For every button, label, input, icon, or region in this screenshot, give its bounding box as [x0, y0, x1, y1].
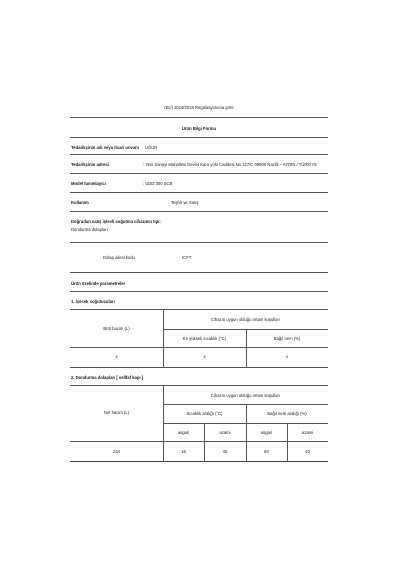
section2-min2: asgari [260, 430, 273, 435]
section2-cell: 80 [264, 449, 269, 454]
direct-sales-value: Dondurma dolapları [71, 227, 108, 232]
cabinet-code-value: ICFT [182, 255, 192, 260]
section1-cell: x [115, 354, 118, 359]
section2-humidity-range: Bağıl nem aralığı (%) [267, 411, 307, 416]
section2-min1: asgari [177, 430, 190, 435]
section2-max1: azami [219, 430, 231, 435]
divider [70, 173, 328, 174]
cabinet-code-label: Dolap ailesi kodu [103, 255, 135, 260]
section2-temp-range: Sıcaklık aralığı (°C) [186, 411, 223, 416]
section1-gross-volume: Brüt hacim (L) [103, 326, 130, 331]
section2-cell: 40 [305, 449, 310, 454]
divider [70, 154, 328, 155]
section2-ambient-header: Cihazın uygun olduğu ortam koşulları [210, 393, 281, 398]
regulation-note: (EU) 2019/2018 Regülasyonuna göre [164, 105, 234, 110]
section2-cell: 40 [222, 449, 228, 454]
model-value: : UDD 300 SCB [143, 181, 173, 186]
section1-title: 1. İçecek soğutucuları [71, 299, 115, 304]
section2-net-volume: Net hacim (L) [103, 410, 130, 415]
params-label: Ürün özelinde parametreler [71, 281, 126, 286]
category-label: Kullanım [71, 200, 89, 205]
address-value: : Yeni Sanayi Mahallesi Devlet Kara yolu Caddesi No 127/C 09900 Nazilli – AYDIN / TÜRKİYE [143, 162, 317, 167]
model-label: Model tanımlayıcı [71, 181, 106, 186]
address-label: Tedarikçinin adresi [71, 162, 109, 167]
direct-sales-label: Doğrudan satış işlevli soğutma cihazının tipi: [71, 219, 161, 224]
table-border [163, 404, 328, 405]
section1-cell: x [285, 354, 289, 359]
table-border [70, 347, 328, 348]
section2-cell: 16 [181, 449, 186, 454]
table-border [163, 423, 328, 424]
table-border [70, 309, 328, 310]
form-title: Ürün Bilgi Formu [181, 126, 217, 131]
category-value: Teşhir ve Satış [171, 200, 199, 205]
section1-rel-humidity: Bağıl nem (%) [273, 336, 301, 341]
divider [70, 272, 328, 273]
section1-ambient-header: Cihazın uygun olduğu ortam koşulları [210, 317, 281, 322]
table-border [246, 329, 247, 367]
table-border [163, 329, 328, 330]
section2-cell: 234 [113, 449, 120, 454]
section2-max2: azami [301, 430, 314, 435]
table-border [204, 423, 205, 461]
section1-cell: x [203, 354, 206, 359]
divider [70, 192, 328, 193]
table-border [70, 367, 328, 368]
divider [70, 291, 328, 292]
section1-max-temp: En yüksek sıcaklık (°C) [182, 336, 227, 341]
divider [70, 242, 328, 243]
supplier-label: Tedarikçinin adı veya ticari unvanı [71, 145, 139, 150]
table-border [287, 423, 288, 461]
divider [70, 137, 328, 138]
table-border [70, 461, 328, 464]
table-border [70, 441, 328, 442]
supplier-value: UĞUR [145, 145, 158, 150]
section2-title: 2. Dondurma dolapları [ sellfaf kapı ] [71, 375, 144, 380]
divider [70, 211, 328, 212]
divider [70, 117, 328, 118]
table-border [70, 385, 328, 386]
